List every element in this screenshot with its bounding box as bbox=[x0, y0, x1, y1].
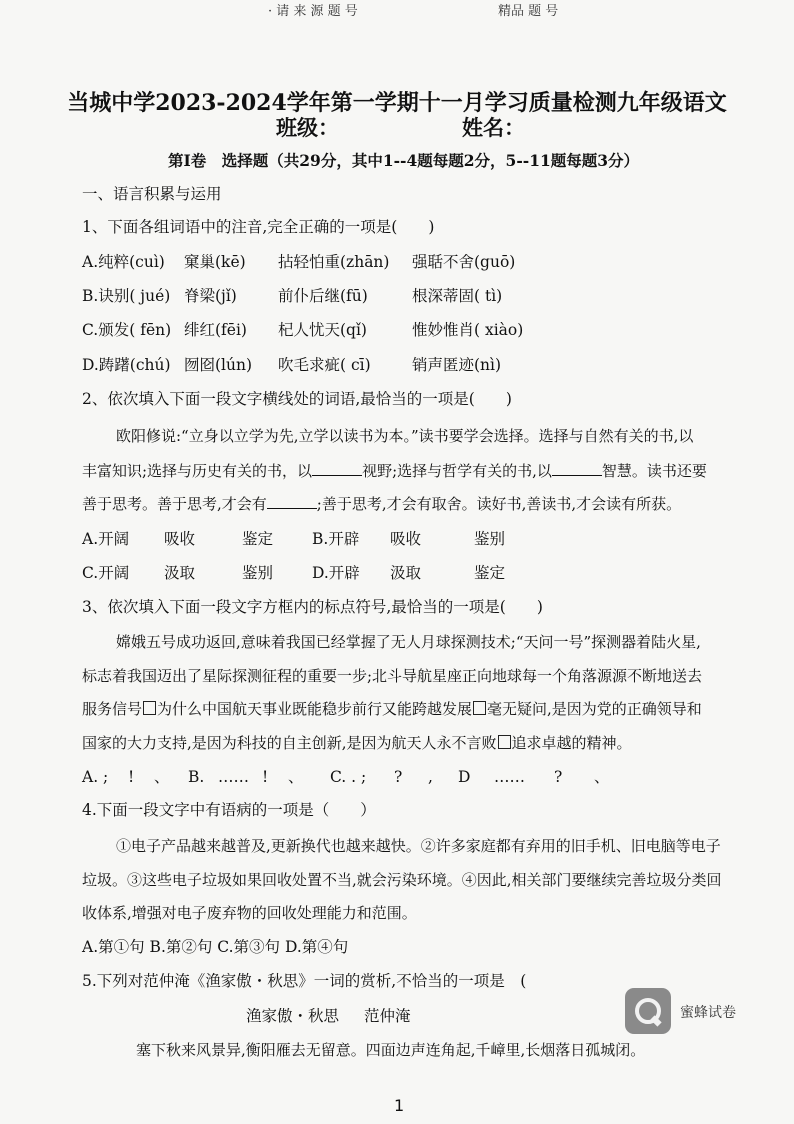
q2-passage-line: 欧阳修说:“立身以立学为先,立学以读书为本。”读书要学会选择。选择与自然有关的书,以 bbox=[116, 427, 694, 445]
q2-option: 吸收 bbox=[390, 530, 422, 548]
q3-passage-line: 嫦娥五号成功返回,意味着我国已经掌握了无人月球探测技术;“天问一号”探测器着陆火星, bbox=[116, 633, 701, 651]
q3-option: ? bbox=[554, 768, 563, 786]
q2-option: 汲取 bbox=[390, 564, 422, 582]
q2-text: 善于思考。善于思考,才会有 bbox=[82, 495, 267, 513]
q1-option: 囫囵(lún) bbox=[184, 356, 253, 374]
q3-passage-line bbox=[82, 699, 702, 719]
q4-passage-line: 收体系,增强对电子废弃物的回收处理能力和范围。 bbox=[82, 904, 417, 922]
q4-passage-line: ①电子产品越来越普及,更新换代也越来越快。②许多家庭都有弃用的旧手机、旧电脑等电子 bbox=[116, 837, 721, 855]
punctuation-box bbox=[143, 701, 156, 715]
page-number: 1 bbox=[394, 1096, 405, 1115]
q2-option: D.开辟 bbox=[312, 564, 360, 582]
q1-option: 根深蒂固( tì) bbox=[412, 287, 503, 305]
q3-option: B. bbox=[188, 768, 205, 786]
watermark-text: 蜜蜂试卷 bbox=[680, 1005, 736, 1021]
q1-option: C.颁发( fēn) bbox=[82, 321, 172, 339]
q3-text: 毫无疑问,是因为党的正确领导和 bbox=[487, 700, 702, 718]
poem-line: 塞下秋来风景异,衡阳雁去无留意。四面边声连角起,千嶂里,长烟落日孤城闭。 bbox=[136, 1041, 646, 1059]
class-label: 班级： bbox=[276, 115, 339, 140]
q2-text: ;善于思考,才会有取舍。读好书,善读书,才会读有所获。 bbox=[316, 495, 682, 513]
q2-text: 丰富知识;选择与历史有关的书，以 bbox=[82, 462, 313, 480]
header-scrap-left: · 请 来 源 题 号 bbox=[268, 4, 358, 19]
q3-stem: 3、依次填入下面一段文字方框内的标点符号,最恰当的一项是( ) bbox=[82, 598, 543, 616]
q1-option: A.纯粹(cuì) bbox=[82, 253, 165, 271]
q3-option: …… bbox=[494, 768, 525, 786]
q3-passage-line bbox=[82, 733, 632, 753]
poem-author: 范仲淹 bbox=[364, 1007, 411, 1025]
punctuation-box bbox=[498, 735, 511, 749]
q1-option: 脊梁(jǐ) bbox=[184, 287, 237, 305]
blank-1 bbox=[312, 461, 362, 476]
q1-option: 惟妙惟肖( xiào) bbox=[412, 321, 524, 339]
q3-option: 、 bbox=[288, 768, 304, 786]
q1-option: 销声匿迹(nì) bbox=[412, 356, 502, 374]
q3-option: C. . ; bbox=[330, 768, 367, 786]
q2-option: A.开阔 bbox=[82, 530, 130, 548]
q1-option: 吹毛求疵( cī) bbox=[278, 356, 371, 374]
q3-option: ! bbox=[128, 768, 135, 786]
q1-option: B.诀别( jué) bbox=[82, 287, 171, 305]
q2-text: 智慧。读书还要 bbox=[601, 462, 707, 480]
q3-option: , bbox=[428, 768, 433, 786]
q2-option: 鉴定 bbox=[474, 564, 506, 582]
q3-text: 追求卓越的精神。 bbox=[511, 734, 632, 752]
q2-option: C.开阔 bbox=[82, 564, 130, 582]
q3-text: 服务信号 bbox=[82, 700, 143, 718]
q2-passage-line bbox=[82, 494, 681, 514]
q2-option: 鉴定 bbox=[242, 530, 274, 548]
q1-option: 窠巢(kē) bbox=[184, 253, 246, 271]
header-scrap-right: 精品 题 号 bbox=[498, 4, 559, 19]
q3-passage-line: 标志着我国迈出了星际探测征程的重要一步;北斗导航星座正向地球每一个角落源源不断地送去 bbox=[82, 667, 703, 685]
q5-stem: 5.下列对范仲淹《渔家傲・秋思》一词的赏析,不恰当的一项是 ( bbox=[82, 972, 527, 990]
q2-stem: 2、依次填入下面一段文字横线处的词语,最恰当的一项是( ) bbox=[82, 390, 512, 408]
q4-passage-line: 垃圾。③这些电子垃圾如果回收处置不当,就会污染环境。④因此,相关部门要继续完善垃圾分类回 bbox=[82, 871, 722, 889]
q3-option: A. ; bbox=[82, 768, 109, 786]
q2-passage-line bbox=[82, 461, 707, 481]
q1-stem: 1、下面各组词语中的注音,完全正确的一项是( ) bbox=[82, 218, 435, 236]
poem-title: 渔家傲・秋思 bbox=[246, 1007, 340, 1025]
q2-option: 鉴别 bbox=[474, 530, 506, 548]
blank-2 bbox=[552, 461, 602, 476]
q3-option: 、 bbox=[154, 768, 170, 786]
q1-option: 拈轻怕重(zhān) bbox=[278, 253, 390, 271]
q1-option: D.踌躇(chú) bbox=[82, 356, 171, 374]
watermark-logo-icon bbox=[625, 988, 671, 1034]
q1-option: 绯红(fēi) bbox=[184, 321, 247, 339]
q3-option: ! bbox=[262, 768, 269, 786]
q2-option: 吸收 bbox=[164, 530, 196, 548]
q3-option: D bbox=[458, 768, 471, 786]
q4-stem: 4.下面一段文字中有语病的一项是（ ） bbox=[82, 801, 376, 819]
name-label: 姓名： bbox=[462, 115, 525, 140]
section-header: 第Ⅰ卷 选择题（共29分，其中1--4题每题2分，5--11题每题3分） bbox=[168, 151, 640, 170]
q3-option: …… bbox=[218, 768, 249, 786]
q2-option: 鉴别 bbox=[242, 564, 274, 582]
blank-3 bbox=[267, 494, 317, 509]
q3-option: ? bbox=[394, 768, 403, 786]
q1-option: 杞人忧天(qǐ) bbox=[278, 321, 367, 339]
q1-option: 前仆后继(fū) bbox=[278, 287, 368, 305]
q4-options: A.第①句 B.第②句 C.第③句 D.第④句 bbox=[82, 938, 349, 956]
punctuation-box bbox=[473, 701, 486, 715]
q2-option: 汲取 bbox=[164, 564, 196, 582]
q1-option: 强聒不舍(guō) bbox=[412, 253, 516, 271]
page-title: 当城中学2023-2024学年第一学期十一月学习质量检测九年级语文 bbox=[67, 90, 727, 116]
q3-text: 为什么中国航天事业既能稳步前行又能跨越发展 bbox=[157, 700, 473, 718]
q3-option: 、 bbox=[594, 768, 610, 786]
part-heading: 一、语言积累与运用 bbox=[82, 185, 222, 203]
q3-text: 国家的大力支持,是因为科技的自主创新,是因为航天人永不言败 bbox=[82, 734, 497, 752]
q2-text: 视野;选择与哲学有关的书,以 bbox=[362, 462, 552, 480]
q2-option: B.开辟 bbox=[312, 530, 360, 548]
